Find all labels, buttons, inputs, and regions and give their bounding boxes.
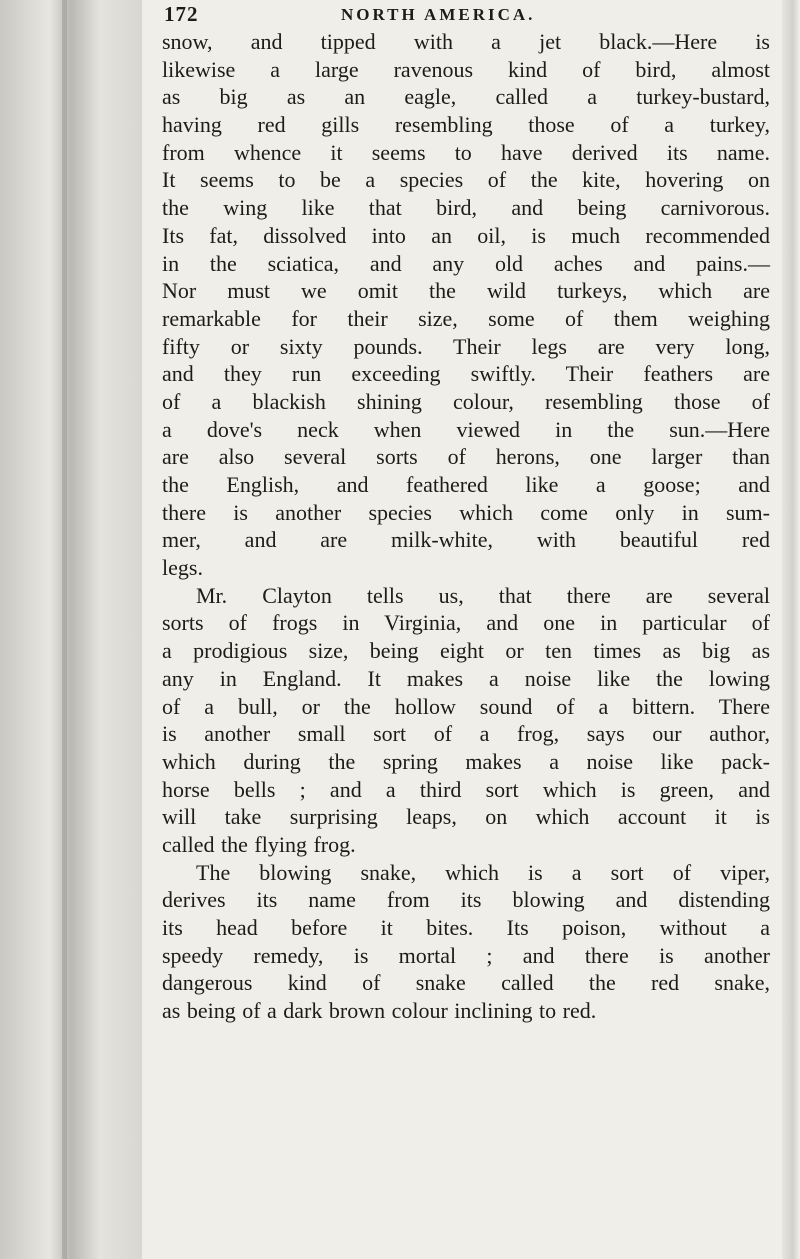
text-line: a prodigious size, being eight or ten times as big as (162, 638, 770, 664)
text-line: mer, and are milk-white, with beautiful red (162, 527, 770, 553)
text-line: which during the spring makes a noise like pack- (162, 748, 770, 774)
text-line: The blowing snake, which is a sort of viper, (196, 859, 770, 885)
text-line: from whence it seems to have derived its name. (162, 139, 770, 165)
text-line: Its fat, dissolved into an oil, is much recommended (162, 222, 770, 248)
text-line: in the sciatica, and any old aches and pains.— (162, 250, 770, 276)
text-line: called the flying frog. (162, 831, 356, 857)
text-line: and they run exceeding swiftly. Their feathers are (162, 361, 770, 387)
page-header (164, 2, 764, 26)
text-line: of a bull, or the hollow sound of a bittern. There (162, 693, 770, 719)
text-line: as big as an eagle, called a turkey-bustard, (162, 84, 770, 110)
text-line: the English, and feathered like a goose; and (162, 472, 770, 497)
text-line: It seems to be a species of the kite, hovering on (162, 167, 770, 193)
text-line: Mr. Clayton tells us, that there are several (196, 582, 770, 608)
text-line: remarkable for their size, some of them weighing (162, 305, 770, 331)
text-line: horse bells ; and a third sort which is green, and (162, 776, 770, 802)
running-title: NORTH AMERICA. (341, 5, 536, 24)
next-page-edge (780, 0, 800, 1259)
text-line: any in England. It makes a noise like the lowing (162, 665, 770, 691)
text-line: its head before it bites. Its poison, without a (162, 915, 770, 940)
page-number: 172 (164, 2, 199, 26)
text-line: as being of a dark brown colour inclining to red. (162, 998, 597, 1024)
text-line: fifty or sixty pounds. Their legs are very long, (162, 333, 770, 359)
text-line: sorts of frogs in Virginia, and one in particular of (162, 610, 770, 636)
text-line: derives its name from its blowing and distending (162, 887, 770, 913)
text-line: dangerous kind of snake called the red snake, (162, 970, 770, 996)
text-line: are also several sorts of herons, one larger than (162, 444, 770, 470)
body-text (162, 28, 770, 1025)
text-line: likewise a large ravenous kind of bird, almost (162, 56, 770, 82)
book-gutter (0, 0, 142, 1259)
text-line: snow, and tipped with a jet black.—Here is (162, 29, 770, 54)
text-line: there is another species which come only in sum- (162, 499, 770, 525)
text-line: will take surprising leaps, on which account it is (162, 804, 770, 830)
text-line: legs. (162, 555, 203, 581)
text-line: the wing like that bird, and being carnivorous. (162, 195, 770, 221)
text-line: a dove's neck when viewed in the sun.—Here (162, 416, 770, 442)
text-line: speedy remedy, is mortal ; and there is another (162, 942, 770, 968)
text-line: is another small sort of a frog, says our author, (162, 721, 770, 747)
book-page (142, 0, 782, 1259)
text-line: Nor must we omit the wild turkeys, which are (162, 278, 770, 304)
text-line: of a blackish shining colour, resembling those of (162, 388, 770, 414)
text-line: having red gills resembling those of a turkey, (162, 112, 770, 138)
